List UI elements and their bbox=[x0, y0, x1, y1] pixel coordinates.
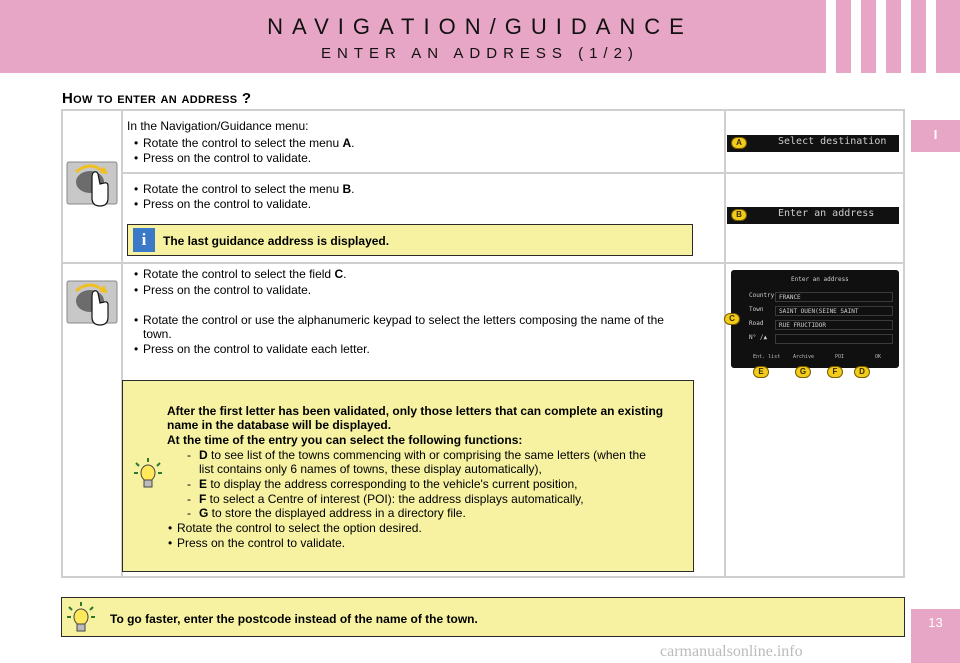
page-subtitle: ENTER AN ADDRESS (1/2) bbox=[321, 45, 639, 62]
row2-bullet-2: • Press on the control to validate. bbox=[134, 197, 312, 211]
tip-line-3: At the time of the entry you can select the following functions: bbox=[167, 433, 523, 447]
tip-option-f: - F to select a Centre of interest (POI): the address displays automatically, bbox=[187, 492, 584, 506]
badge-d: D bbox=[854, 366, 870, 378]
section-heading: How to enter an address ? bbox=[62, 90, 252, 107]
info-note bbox=[127, 224, 693, 256]
badge-g: G bbox=[795, 366, 811, 378]
page-number: 13 bbox=[911, 609, 960, 663]
screen-row-town: Town SAINT OUEN(SEINE SAINT bbox=[749, 306, 895, 318]
row2-bullet-1: • Rotate the control to select the menu B. bbox=[134, 182, 355, 196]
badge-a: A bbox=[731, 137, 747, 149]
rotary-control-icon-2 bbox=[66, 279, 118, 327]
row3-bullet-2: • Press on the control to validate. bbox=[134, 283, 312, 297]
page-header bbox=[0, 0, 960, 73]
info-note-text: The last guidance address is displayed. bbox=[163, 234, 390, 248]
badge-b: B bbox=[731, 209, 747, 221]
tip-box bbox=[122, 380, 694, 572]
footer-tip-text: To go faster, enter the postcode instead of the name of the town. bbox=[110, 612, 478, 626]
display-select-destination: Select destination bbox=[727, 135, 899, 152]
row3-bullet-3: • Rotate the control or use the alphanumeric keypad to select the letters composing the name of the bbox=[134, 313, 664, 327]
tip-line-1: After the first letter has been validated, only those letters that can complete an existing bbox=[167, 404, 664, 418]
tip-line-2: name in the database will be displayed. bbox=[167, 418, 392, 432]
row1-bullet-2: • Press on the control to validate. bbox=[134, 151, 312, 165]
footer-tip bbox=[61, 597, 905, 637]
screen-row-road: Road RUE FRUCTIDOR bbox=[749, 320, 895, 332]
lightbulb-icon bbox=[133, 457, 163, 491]
tip-option-e: - E to display the address corresponding to the vehicle's current position, bbox=[187, 477, 578, 491]
row1-bullet-1: • Rotate the control to select the menu A. bbox=[134, 136, 355, 150]
tip-option-d-cont: list contains only 6 names of towns, these display automatically), bbox=[199, 462, 542, 476]
screen-button-bar: Ent. list Archive POI OK bbox=[753, 354, 882, 360]
screen-title: Enter an address bbox=[791, 276, 849, 283]
row3-bullet-4: • Press on the control to validate each letter. bbox=[134, 342, 370, 356]
tip-option-d: - D to see list of the towns commencing with or comprising the same letters (when the bbox=[187, 448, 646, 462]
page-title: NAVIGATION/GUIDANCE bbox=[267, 14, 693, 39]
lightbulb-icon-2 bbox=[66, 601, 96, 635]
badge-c: C bbox=[724, 313, 740, 325]
screen-row-country: Country FRANCE bbox=[749, 292, 895, 304]
tip-option-g: - G to store the displayed address in a directory file. bbox=[187, 506, 466, 520]
row3-bullet-1: • Rotate the control to select the field C. bbox=[134, 267, 347, 281]
rotary-control-icon bbox=[66, 160, 118, 208]
row3-bullet-3-cont: town. bbox=[143, 327, 172, 341]
display-enter-address: Enter an address bbox=[727, 207, 899, 224]
tip-bullet-2: • Press on the control to validate. bbox=[168, 536, 346, 550]
chapter-tab: I bbox=[911, 120, 960, 152]
tip-bullet-1: • Rotate the control to select the option desired. bbox=[168, 521, 422, 535]
screen-row-number: N° /▲ bbox=[749, 334, 895, 346]
watermark: carmanualsonline.info bbox=[660, 643, 803, 660]
badge-e: E bbox=[753, 366, 769, 378]
address-entry-screen bbox=[731, 270, 899, 368]
row1-intro: In the Navigation/Guidance menu: bbox=[127, 119, 309, 133]
info-icon: i bbox=[133, 228, 155, 252]
badge-f: F bbox=[827, 366, 843, 378]
